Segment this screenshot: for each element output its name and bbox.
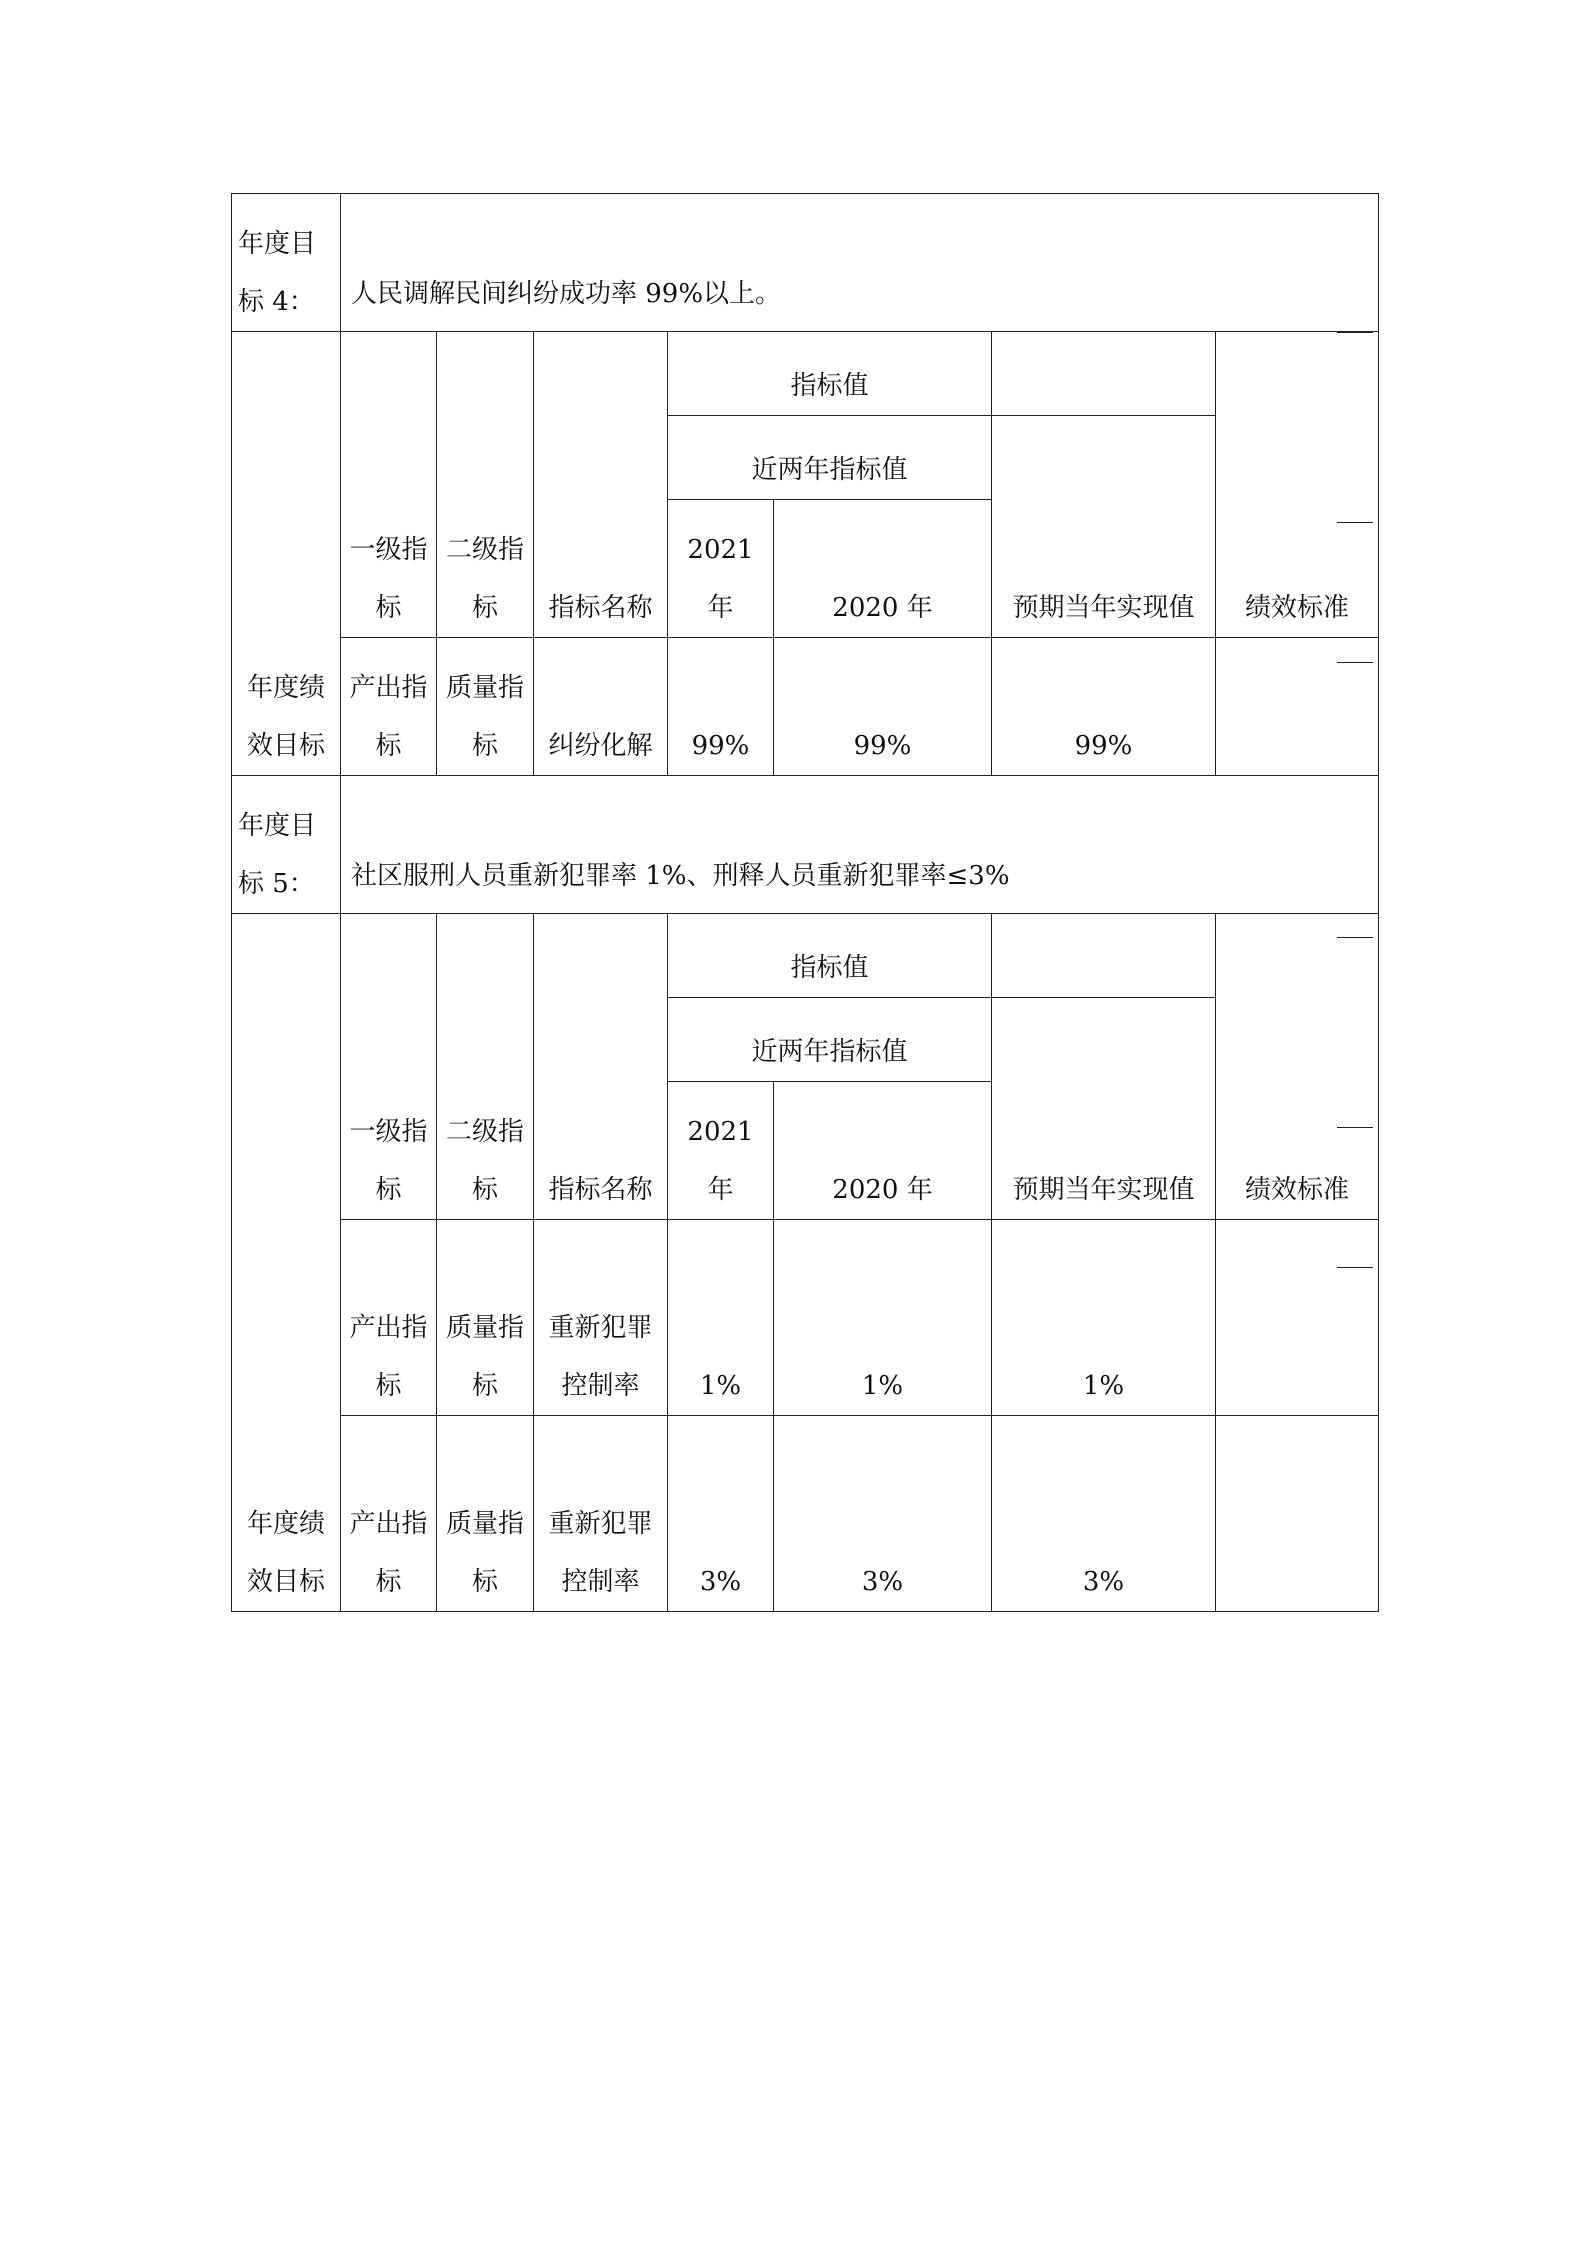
- table-row: [232, 1220, 1379, 1416]
- border-tick: [1337, 332, 1373, 333]
- block5-empty-header: [992, 914, 1216, 998]
- goal5-text: 社区服刑人员重新犯罪率 1%、刑释人员重新犯罪率≤3%: [341, 776, 1379, 914]
- block5-header-row: [232, 914, 1379, 998]
- standard-cell: [1216, 638, 1379, 776]
- block5-level1-header: 一级指标: [341, 914, 437, 1220]
- block4-row-label: 年度绩效目标: [232, 332, 341, 776]
- border-tick: [1337, 1127, 1373, 1128]
- value-2020-cell: 99%: [774, 638, 992, 776]
- level2-cell: 质量指标: [437, 1220, 534, 1416]
- value-2021-cell: 99%: [668, 638, 774, 776]
- goal5-row: [232, 776, 1379, 914]
- goal5-label: 年度目标 5：: [232, 776, 341, 914]
- value-2020-cell: 3%: [774, 1416, 992, 1612]
- block5-row-label: 年度绩效目标: [232, 914, 341, 1612]
- block4-indicator-value-header: 指标值: [668, 332, 992, 416]
- block5-name-header: 指标名称: [534, 914, 668, 1220]
- border-tick: [1337, 1267, 1373, 1268]
- border-tick: [1337, 522, 1373, 523]
- block5-indicator-value-header: 指标值: [668, 914, 992, 998]
- block5-standard-header: 绩效标准: [1216, 914, 1379, 1220]
- block4-header-row: [232, 332, 1379, 416]
- value-2021-cell: 1%: [668, 1220, 774, 1416]
- block5-2021-header: 2021 年: [668, 1082, 774, 1220]
- block5-2020-header: 2020 年: [774, 1082, 992, 1220]
- name-cell: 纠纷化解: [534, 638, 668, 776]
- expected-cell: 1%: [992, 1220, 1216, 1416]
- value-2021-cell: 3%: [668, 1416, 774, 1612]
- block4-standard-header: 绩效标准: [1216, 332, 1379, 638]
- expected-cell: 3%: [992, 1416, 1216, 1612]
- block5-recent-years-header: 近两年指标值: [668, 998, 992, 1082]
- border-tick: [1337, 662, 1373, 663]
- block5-level2-header: 二级指标: [437, 914, 534, 1220]
- block5-expected-header: 预期当年实现值: [992, 998, 1216, 1220]
- block4-2020-header: 2020 年: [774, 500, 992, 638]
- block4-expected-header: 预期当年实现值: [992, 416, 1216, 638]
- name-cell: 重新犯罪控制率: [534, 1220, 668, 1416]
- block4-2021-header: 2021 年: [668, 500, 774, 638]
- block4-level2-header: 二级指标: [437, 332, 534, 638]
- name-cell: 重新犯罪控制率: [534, 1416, 668, 1612]
- level1-cell: 产出指标: [341, 1220, 437, 1416]
- level2-cell: 质量指标: [437, 1416, 534, 1612]
- level1-cell: 产出指标: [341, 638, 437, 776]
- table-row: [232, 638, 1379, 776]
- expected-cell: 99%: [992, 638, 1216, 776]
- goal4-text: 人民调解民间纠纷成功率 99%以上。: [341, 194, 1379, 332]
- standard-cell: [1216, 1416, 1379, 1612]
- block4-recent-years-header: 近两年指标值: [668, 416, 992, 500]
- block4-level1-header: 一级指标: [341, 332, 437, 638]
- goal4-row: [232, 194, 1379, 332]
- block4-name-header: 指标名称: [534, 332, 668, 638]
- block4-empty-header: [992, 332, 1216, 416]
- level1-cell: 产出指标: [341, 1416, 437, 1612]
- standard-cell: [1216, 1220, 1379, 1416]
- value-2020-cell: 1%: [774, 1220, 992, 1416]
- border-tick: [1337, 937, 1373, 938]
- performance-target-table: [231, 193, 1379, 1612]
- table-row: [232, 1416, 1379, 1612]
- level2-cell: 质量指标: [437, 638, 534, 776]
- goal4-label: 年度目标 4：: [232, 194, 341, 332]
